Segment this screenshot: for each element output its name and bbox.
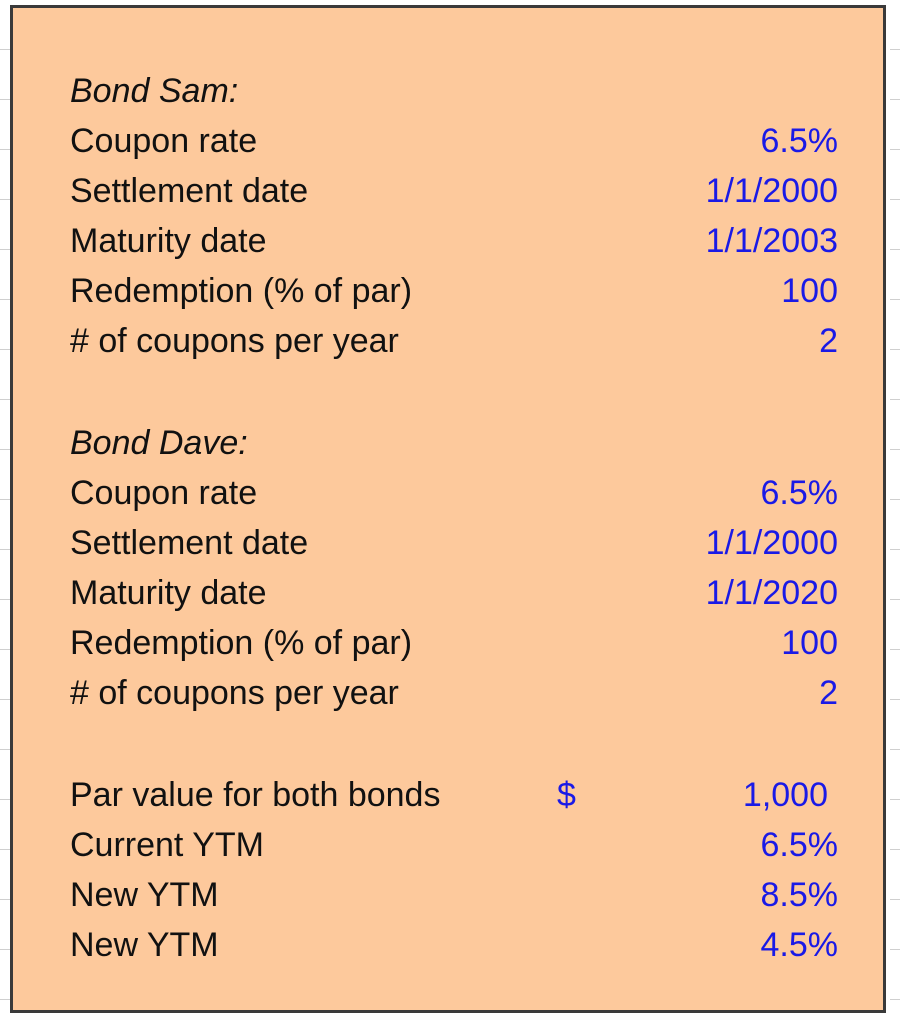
bond-sam-redemption-row <box>70 266 838 316</box>
bond-dave-coupon-rate-cell[interactable]: 6.5% <box>760 474 838 512</box>
new-ytm-row-1 <box>70 870 838 920</box>
bond-dave-settlement-row <box>70 518 838 568</box>
row-label: New YTM <box>70 926 219 964</box>
bond-dave-maturity-cell[interactable]: 1/1/2020 <box>705 574 838 612</box>
bond-dave-redemption-row <box>70 618 838 668</box>
row-label: Coupon rate <box>70 122 258 160</box>
row-label: Par value for both bonds <box>70 776 441 814</box>
row-label: Current YTM <box>70 826 264 864</box>
bond-sam-heading-row <box>70 66 838 116</box>
sheet-gridlines-right <box>890 0 900 1024</box>
bond-dave-coupon-rate-row <box>70 468 838 518</box>
bond-dave-heading-row <box>70 418 838 468</box>
bond-sam-settlement-row <box>70 166 838 216</box>
new-ytm-cell-2[interactable]: 4.5% <box>760 926 838 964</box>
sheet-gridlines-left <box>0 0 10 1024</box>
row-label: Maturity date <box>70 222 267 260</box>
currency-symbol: $ <box>557 776 576 814</box>
bond-sam-coupons-per-year-cell[interactable]: 2 <box>819 322 838 360</box>
bond-dave-coupons-per-year-row <box>70 668 838 718</box>
bond-sam-coupon-rate-cell[interactable]: 6.5% <box>760 122 838 160</box>
current-ytm-cell[interactable]: 6.5% <box>760 826 838 864</box>
bond-sam-maturity-row <box>70 216 838 266</box>
par-value-cell[interactable]: 1,000 <box>742 776 828 814</box>
par-value-row <box>70 770 838 820</box>
row-label: New YTM <box>70 876 219 914</box>
row-label: Coupon rate <box>70 474 258 512</box>
bond-sam-settlement-cell[interactable]: 1/1/2000 <box>705 172 838 210</box>
bond-sam-maturity-cell[interactable]: 1/1/2003 <box>705 222 838 260</box>
bond-dave-settlement-cell[interactable]: 1/1/2000 <box>705 524 838 562</box>
bond-dave-heading: Bond Dave: <box>70 424 248 462</box>
bond-sam-coupon-rate-row <box>70 116 838 166</box>
bond-sam-heading: Bond Sam: <box>70 72 239 110</box>
bond-sam-coupons-per-year-row <box>70 316 838 366</box>
row-label: # of coupons per year <box>70 322 399 360</box>
bond-inputs-panel <box>10 5 886 1013</box>
bond-sam-redemption-cell[interactable]: 100 <box>781 272 838 310</box>
row-label: Settlement date <box>70 524 309 562</box>
row-label: Settlement date <box>70 172 309 210</box>
current-ytm-row <box>70 820 838 870</box>
bond-dave-maturity-row <box>70 568 838 618</box>
row-label: Maturity date <box>70 574 267 612</box>
new-ytm-cell-1[interactable]: 8.5% <box>760 876 838 914</box>
new-ytm-row-2 <box>70 920 838 970</box>
bond-dave-coupons-per-year-cell[interactable]: 2 <box>819 674 838 712</box>
row-label: Redemption (% of par) <box>70 272 413 310</box>
row-label: Redemption (% of par) <box>70 624 413 662</box>
bond-dave-redemption-cell[interactable]: 100 <box>781 624 838 662</box>
row-label: # of coupons per year <box>70 674 399 712</box>
